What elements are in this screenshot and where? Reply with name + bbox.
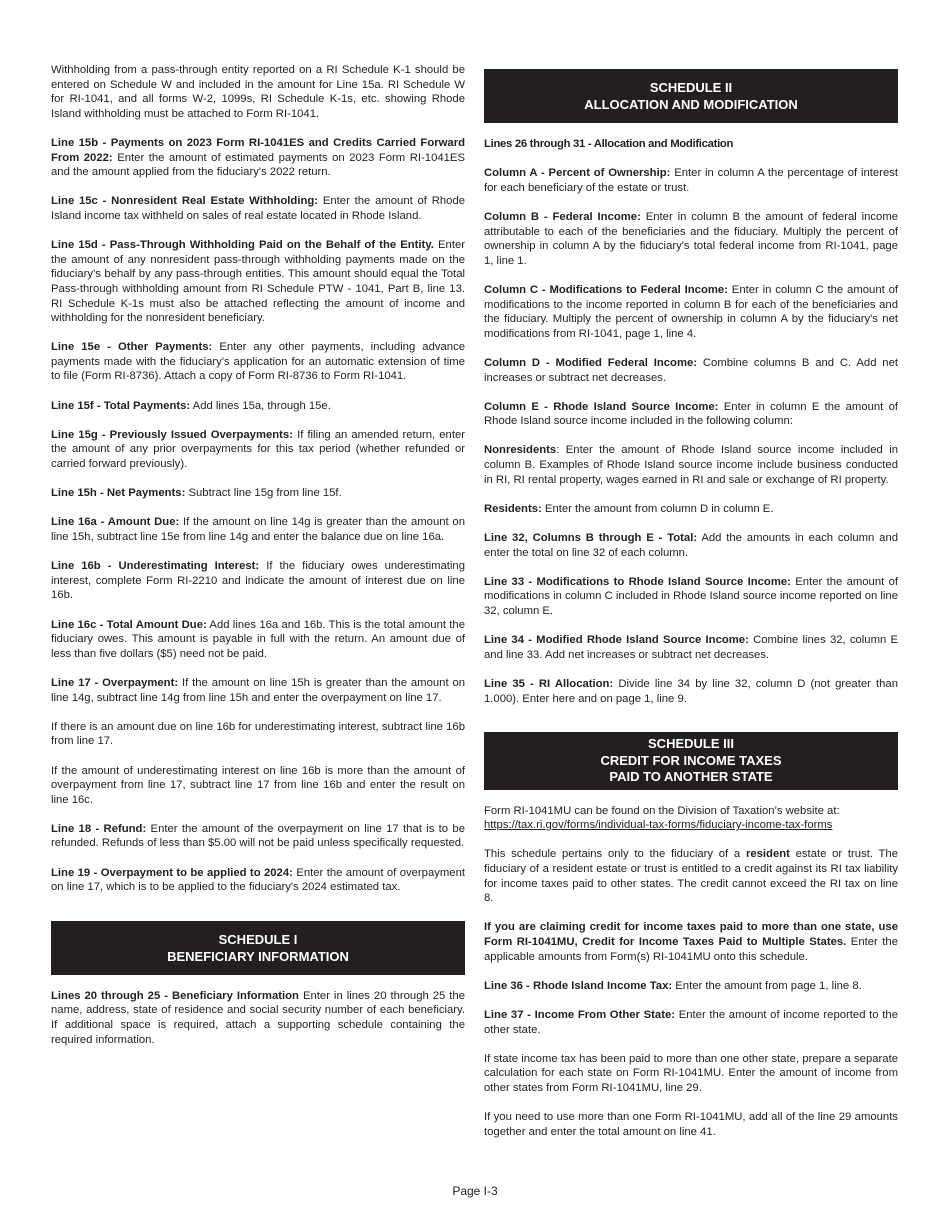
schedule-3-pertains: This schedule pertains only to the fiduciary of a resident estate or trust. The fiduciary of a resident estate or trust is entitled to a credit against its RI tax liability for income taxes paid to other states. The credit cannot exceed the RI tax on line 8. <box>484 848 898 905</box>
line-16a: Line 16a - Amount Due: If the amount on line 14g is greater than the amount on line 15h, subtract line 15e from line 14g and enter the balance due on line 16a. <box>51 516 465 543</box>
schedule-2-banner <box>484 69 898 123</box>
line-15c: Line 15c - Nonresident Real Estate Withholding: Enter the amount of Rhode Island income tax withheld on sales of real estate located in Rhode Island. <box>51 195 466 222</box>
line-37-note-1: If state income tax has been paid to more than one other state, prepare a separate calculation for each state on Form RI-1041MU. Enter the amount of income from other states from Form RI-1041MU, line 29. <box>484 1052 898 1094</box>
multiple-states-note: If you are claiming credit for income taxes paid to more than one state, use Form RI-1041MU, Credit for Income Taxes Paid to Multiple States. Enter the applicable amounts from Form(s) RI-1041MU onto this schedule. <box>484 921 898 963</box>
line-15g: Line 15g - Previously Issued Overpayments: If filing an amended return, enter the amount of any prior overpayments for this tax period (whether refunded or carried forward previously). <box>51 428 465 471</box>
lines-26-31-heading: Lines 26 through 31 - Allocation and Modification <box>484 138 734 150</box>
line-16b: Line 16b - Underestimating Interest: If the fiduciary owes underestimating interest, complete Form RI-2210 and indicate the amount of interest due on line 16b. <box>51 560 465 602</box>
lines-20-25: Lines 20 through 25 - Beneficiary Information Enter in lines 20 through 25 the name, address, state of residence and social security number of each beneficiary. If additional space is required, attach a supporting schedule containing the required information. <box>51 989 465 1046</box>
line-34: Line 34 - Modified Rhode Island Source Income: Combine lines 32, column E and line 33. Add net increases or subtract net decreases. <box>484 634 899 661</box>
line-15f: Line 15f - Total Payments: Add lines 15a, through 15e. <box>51 399 331 412</box>
schedule-2-title: SCHEDULE II <box>649 80 733 95</box>
line-19: Line 19 - Overpayment to be applied to 2024: Enter the amount of overpayment on line 17, which is to be applied to the fiduciary's 2024 estimated tax. <box>51 866 466 894</box>
website-note: Form RI-1041MU can be found on the Division of Taxation’s website at: https://tax.ri.gov/forms/individual-tax-forms/fiduciary-income-tax-forms <box>484 804 840 832</box>
schedule-3-banner <box>484 732 898 790</box>
schedule-1-title: SCHEDULE I <box>218 931 298 947</box>
line-32: Line 32, Columns B through E - Total: Add the amounts in each column and enter the total on line 32 of each column. <box>484 532 899 559</box>
line-18: Line 18 - Refund: Enter the amount of the overpayment on line 17 that is to be refunded. Refunds of less than $5.00 will not be paid unless specifically requested. <box>51 822 465 850</box>
line-16c: Line 16c - Total Amount Due: Add lines 16a and 16b. This is the total amount the fiduciary owes. This amount is payable in full with the return. An amount due of less than five dollars ($5) need not be paid. <box>51 618 465 660</box>
line-37-note-2: If you need to use more than one Form RI-1041MU, add all of the line 29 amounts together and enter the total amount on line 41. <box>484 1111 898 1138</box>
schedule-1-banner <box>51 921 465 975</box>
column-e: Column E - Rhode Island Source Income: Enter in column E the amount of Rhode Island source income included in the following column: <box>484 400 899 428</box>
schedule-3-subtitle-1: CREDIT FOR INCOME TAXES <box>600 752 782 768</box>
line-37: Line 37 - Income From Other State: Enter the amount of income reported to the other state. <box>484 1008 898 1036</box>
line-15e: Line 15e - Other Payments: Enter any other payments, including advance payments made with the fiduciary's application for an automatic extension of time to file (Form RI-8736). Attach a copy of Form RI-8736 to Form RI-1041. <box>51 341 466 383</box>
schedule-3-subtitle-2: PAID TO ANOTHER STATE <box>609 769 773 785</box>
left-column <box>51 63 465 1062</box>
column-b: Column B - Federal Income: Enter in column B the amount of federal income attributable to each of the beneficiaries and the fiduciary. Multiply the percent of ownership in column A by the fiduciary's total federal income from RI-1041, page 1, line 1. <box>484 210 899 267</box>
schedule-2-subtitle: ALLOCATION AND MODIFICATION <box>584 97 798 112</box>
column-c: Column C - Modifications to Federal Income: Enter in column C the amount of modifications to the income reported in column B for each of the beneficiaries and the fiduciary. Multiply the percent of ownership in column A by the fiduciary's net modifications from RI-1041, page 1, line 4. <box>484 283 898 340</box>
right-column <box>484 63 898 1154</box>
line-15d: Line 15d - Pass-Through Withholding Paid on the Behalf of the Entity. Enter the amount of any nonresident pass-through withholding payments made on the fiduciary's behalf by any pass-through entities. This amount should equal the Total Pass-through withholding amount from RI Schedule PTW - 1041, Part B, line 13. RI Schedule K-1s must also be attached reflecting the amount of income and withholding for the nonresident beneficiary. <box>51 239 466 325</box>
residents: Residents: Enter the amount from column D in column E. <box>484 502 774 515</box>
column-a: Column A - Percent of Ownership: Enter in column A the percentage of interest for each beneficiary of the estate or trust. <box>484 167 899 194</box>
nonresidents: Nonresidents: Enter the amount of Rhode Island source income included in column B. Examples of Rhode Island source income include business conducted in RI, RI rental property, wages earned in RI and sale or exchange of RI property. <box>484 444 898 486</box>
line-35: Line 35 - RI Allocation: Divide line 34 by line 32, column D (not greater than 1.000). Enter here and on page 1, line 9. <box>484 677 898 705</box>
page-number: Page I-3 <box>452 1184 498 1198</box>
line-17: Line 17 - Overpayment: If the amount on line 15h is greater than the amount on line 14g, subtract line 14g from line 15h and enter the overpayment on line 17. <box>51 676 466 704</box>
line-17-note-1: If there is an amount due on line 16b for underestimating interest, subtract line 16b from line 17. <box>51 720 465 748</box>
schedule-1-subtitle: BENEFICIARY INFORMATION <box>167 948 349 964</box>
line-15h: Line 15h - Net Payments: Subtract line 15g from line 15f. <box>51 487 342 500</box>
line-17-note-2: If the amount of underestimating interest on line 16b is more than the amount of overpayment from line 17, subtract line 17 from line 16b and enter the result on line 16c. <box>51 764 465 806</box>
intro-paragraph: Withholding from a pass-through entity reported on a RI Schedule K-1 should be entered on Schedule W and included in the amount for Line 15a. RI Schedule W for RI-1041, and all forms W-2, 1099s, RI Schedule K-1s, etc. showing Rhode Island withholding must be attached to Form RI-1041. <box>51 64 465 120</box>
schedule-3-title: SCHEDULE III <box>648 736 734 752</box>
line-33: Line 33 - Modifications to Rhode Island Source Income: Enter the amount of modifications in column C included in Rhode Island source income reported on line 32, column E. <box>484 575 898 617</box>
column-d: Column D - Modified Federal Income: Combine columns B and C. Add net increases or subtract net decreases. <box>484 356 899 384</box>
website-link[interactable]: https://tax.ri.gov/forms/individual-tax-forms/fiduciary-income-tax-forms <box>484 819 833 832</box>
line-36: Line 36 - Rhode Island Income Tax: Enter the amount from page 1, line 8. <box>484 979 862 992</box>
line-15b: Line 15b - Payments on 2023 Form RI-1041ES and Credits Carried Forward From 2022: Enter the amount of estimated payments on 2023 Form RI-1041ES and the amount applied from the fiduciary's 2022 return. <box>51 136 466 179</box>
